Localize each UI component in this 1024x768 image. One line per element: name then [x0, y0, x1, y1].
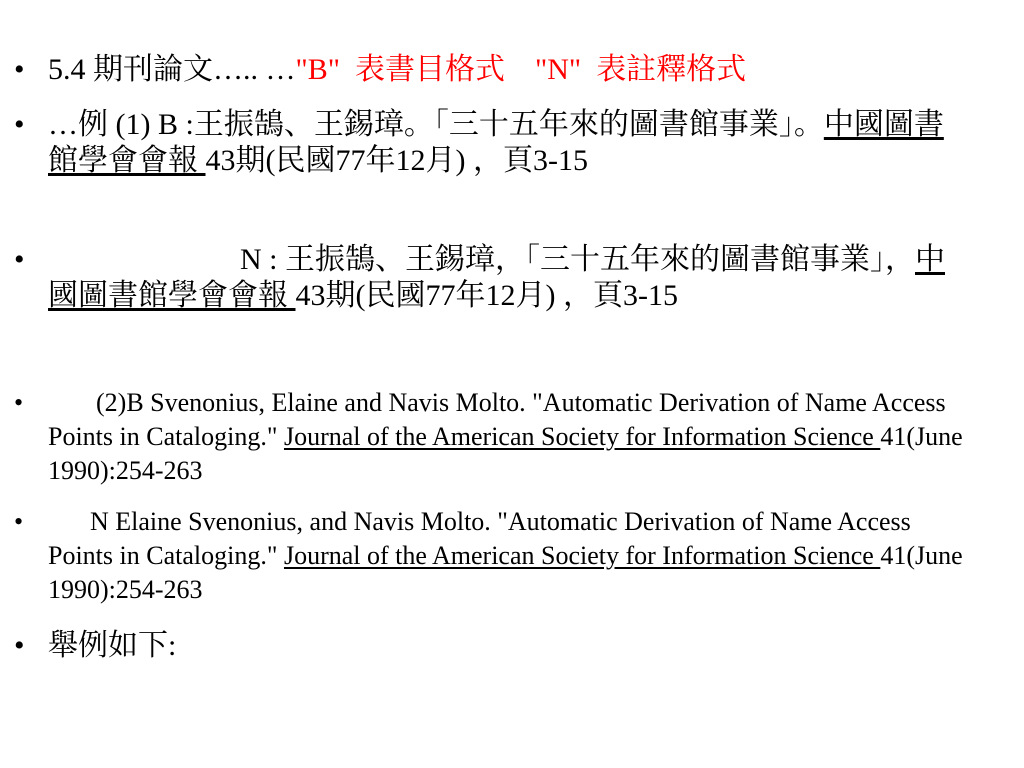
- bullet-item-example-1-n: [14, 242, 972, 314]
- journal-title: 中國圖書館學會會報: [48, 108, 944, 177]
- journal-title: Journal of the American Society for Information Science: [283, 422, 881, 451]
- citation-text: N : 王振鵠、王錫璋，「三十五年來的圖書館事業」，: [240, 243, 915, 276]
- n-format-text: 表註釋格式: [596, 53, 747, 86]
- citation-text: N Elaine Svenonius, and Navis Molto. "Automatic Derivation of Name Access Points in Cataloging.": [48, 507, 911, 570]
- bullet-marker: •: [14, 507, 24, 536]
- bullet-marker: •: [14, 388, 24, 417]
- closing-text: 舉例如下:: [48, 629, 177, 662]
- section-prefix: 5.4 期刊論文….. …: [48, 53, 296, 86]
- b-format-label: "B": [295, 53, 341, 86]
- bullet-item-example-1-b: [14, 107, 972, 179]
- b-format-text: 表書目格式: [355, 53, 506, 86]
- citation-details: 43期(民國77年12月) ，頁3-15: [295, 279, 678, 312]
- bullet-marker: •: [14, 53, 25, 86]
- citation-details: 43期(民國77年12月) ，頁3-15: [205, 144, 588, 177]
- citation-text: …例 (1) B :王振鵠、王錫璋。「三十五年來的圖書館事業」。: [48, 108, 824, 141]
- journal-title: 中國圖書館學會會報: [48, 243, 945, 312]
- bullet-item-example-2-b: [14, 386, 972, 488]
- bullet-marker: •: [14, 243, 25, 276]
- citation-text: (2)B Svenonius, Elaine and Navis Molto. "Automatic Derivation of Name Access Points in Cataloging.": [48, 388, 946, 451]
- bullet-marker: •: [14, 629, 25, 662]
- journal-title: Journal of the American Society for Information Science: [283, 541, 881, 570]
- bullet-item-example-2-n: [14, 505, 972, 607]
- bullet-item-examples-below: [14, 628, 972, 664]
- citation-details: 41(June 1990):254-263: [48, 541, 963, 604]
- n-format-label: "N": [535, 53, 582, 86]
- citation-details: 41(June 1990):254-263: [48, 422, 963, 485]
- bullet-item-citation-formats: [14, 52, 972, 88]
- bullet-marker: •: [14, 108, 25, 141]
